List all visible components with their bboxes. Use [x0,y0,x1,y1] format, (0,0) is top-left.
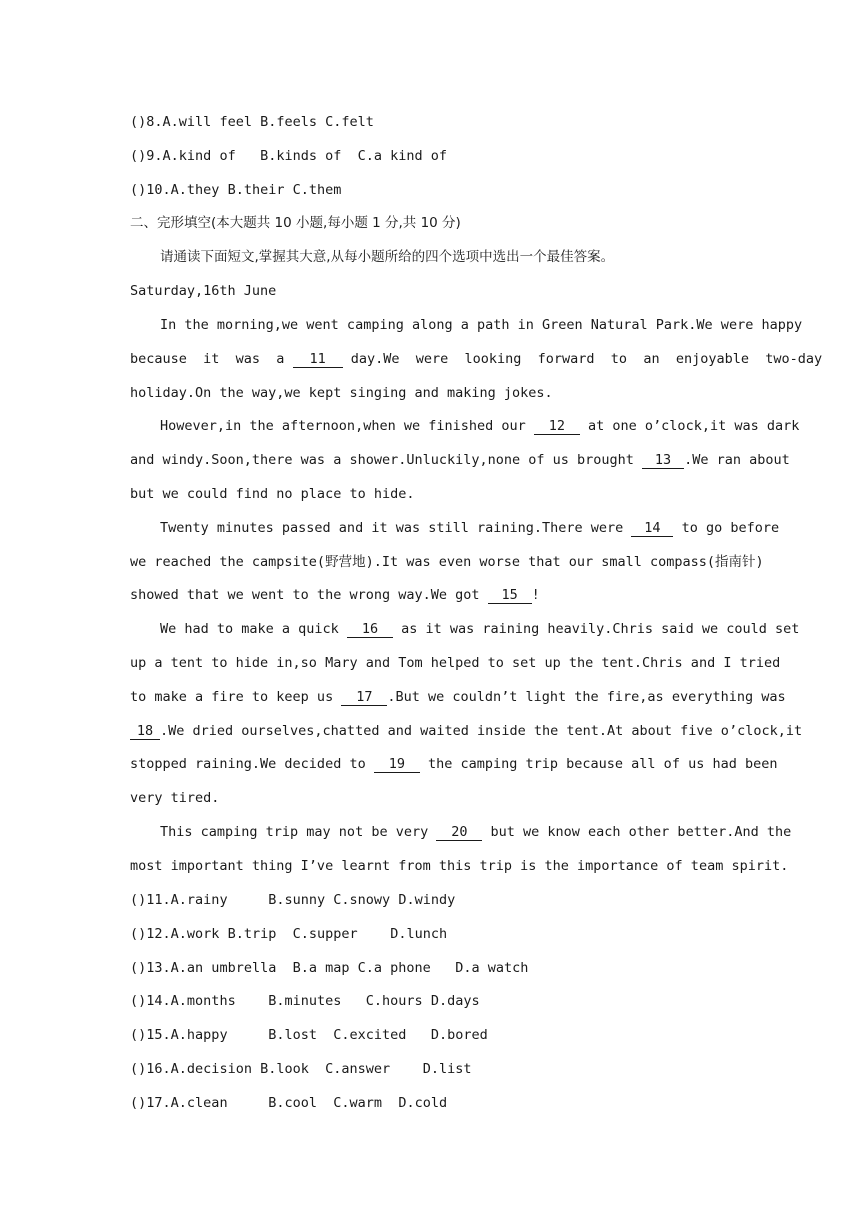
blank-14: 14 [631,520,673,537]
section-title: 二、完形填空(本大题共 10 小题,每小题 1 分,共 10 分) [130,215,461,231]
option-d: D.windy [398,892,456,908]
option-d: D.days [430,993,480,1009]
question-8: ()8.A.will feel B.feels C.felt [130,114,374,130]
question-number: 12 [146,926,163,942]
passage-line [160,416,800,436]
passage-line [130,721,803,741]
option-a: A.months [170,993,236,1009]
option-a: A.they [170,182,220,198]
blank-17: 17 [341,689,387,706]
question-17: ()17.A.clean B.cool C.warm D.cold [130,1095,448,1111]
option-c: C.a kind of [357,148,448,164]
option-d: D.list [422,1061,472,1077]
option-a: A.an umbrella [170,960,277,976]
passage-line [130,450,790,470]
option-b: B.kinds of [260,148,342,164]
blank-18: 18 [130,723,160,740]
question-number: 15 [146,1027,163,1043]
passage-line: we reached the campsite(野营地).It was even worse that our small compass(指南针) [130,554,764,570]
option-c: C.supper [292,926,358,942]
option-a: A.kind of [162,148,236,164]
option-c: C.answer [325,1061,391,1077]
option-d: D.cold [398,1095,448,1111]
passage-text: stopped raining.We decided to [130,756,366,772]
question-14: ()14.A.months B.minutes C.hours D.days [130,993,480,1009]
passage-line: In the morning,we went camping along a path in Green Natural Park.We were happy [160,317,803,333]
date-line: Saturday,16th June [130,283,277,299]
option-b: B.their [227,182,285,198]
passage-text: as it was raining heavily.Chris said we could set [401,621,800,637]
passage-text: ! [531,587,540,603]
passage-line [160,619,800,639]
question-11: ()11.A.rainy B.sunny C.snowy D.windy [130,892,456,908]
option-a: A.work [170,926,220,942]
blank-15: 15 [488,587,532,604]
question-number: 11 [146,892,163,908]
option-b: B.lost [268,1027,317,1043]
passage-text: day.We were looking forward to an enjoyable two-day [350,351,823,367]
option-b: B.look [260,1061,309,1077]
option-c: C.excited [333,1027,407,1043]
passage-text: However,in the afternoon,when we finished our [160,418,526,434]
passage-line: holiday.On the way,we kept singing and making jokes. [130,385,553,401]
option-c: C.them [292,182,342,198]
passage-text: .We ran about [684,452,790,468]
option-b: B.cool [268,1095,317,1111]
option-a: A.happy [170,1027,228,1043]
option-c: C.a phone [357,960,431,976]
passage-line [160,822,792,842]
question-number: 10 [146,182,163,198]
passage-line: very tired. [130,790,220,806]
option-d: D.bored [430,1027,488,1043]
question-number: 17 [146,1095,163,1111]
blank-19: 19 [374,756,420,773]
question-number: 9 [146,148,155,164]
blank-16: 16 [347,621,393,638]
passage-line [130,585,730,605]
option-d: D.lunch [390,926,448,942]
question-number: 8 [146,114,155,130]
option-b: B.a map [292,960,350,976]
question-13: ()13.A.an umbrella B.a map C.a phone D.a watch [130,960,529,976]
passage-line [130,754,778,774]
question-10: ()10.A.they B.their C.them [130,182,342,198]
passage-text: because it was a [130,351,285,367]
passage-text: We had to make a quick [160,621,339,637]
option-d: D.a watch [455,960,529,976]
option-a: A.clean [170,1095,228,1111]
passage-line [130,687,786,707]
passage-text: to make a fire to keep us [130,689,334,705]
question-number: 13 [146,960,163,976]
passage-line: up a tent to hide in,so Mary and Tom helped to set up the tent.Chris and I tried [130,655,781,671]
passage-text: and windy.Soon,there was a shower.Unluckily,none of us brought [130,452,634,468]
option-b: B.trip [227,926,277,942]
option-c: C.hours [365,993,423,1009]
passage-text: This camping trip may not be very [160,824,429,840]
option-a: A.decision [170,1061,252,1077]
passage-text: but we know each other better.And the [490,824,792,840]
instruction-text: 请通读下面短文,掌握其大意,从每小题所给的四个选项中选出一个最佳答案。 [160,249,615,265]
option-c: C.warm [333,1095,383,1111]
question-9: ()9.A.kind of B.kinds of C.a kind of [130,148,448,164]
blank-20: 20 [436,824,482,841]
option-c: C.felt [325,114,374,130]
passage-text: to go before [681,520,780,536]
passage-text: Twenty minutes passed and it was still raining.There were [160,520,624,536]
question-15: ()15.A.happy B.lost C.excited D.bored [130,1027,488,1043]
passage-text: showed that we went to the wrong way.We got [130,587,480,603]
blank-13: 13 [642,452,684,469]
passage-line [160,518,780,538]
question-number: 16 [146,1061,163,1077]
question-16: ()16.A.decision B.look C.answer D.list [130,1061,472,1077]
option-b: B.feels [260,114,317,130]
passage-line: but we could find no place to hide. [130,486,415,502]
passage-line [130,349,823,369]
passage-text: at one o’clock,it was dark [588,418,800,434]
passage-line: most important thing I’ve learnt from this trip is the importance of team spirit. [130,858,789,874]
option-b: B.minutes [268,993,342,1009]
question-number: 14 [146,993,163,1009]
passage-text: .But we couldn’t light the fire,as everything was [387,689,786,705]
blank-12: 12 [534,418,580,435]
option-a: A.rainy [170,892,228,908]
option-c: C.snowy [333,892,391,908]
blank-11: 11 [293,351,343,368]
question-12: ()12.A.work B.trip C.supper D.lunch [130,926,448,942]
passage-text: .We dried ourselves,chatted and waited inside the tent.At about five o’clock,it [160,723,803,739]
option-b: B.sunny [268,892,326,908]
option-a: A.will feel [162,114,252,130]
passage-text: the camping trip because all of us had been [427,756,778,772]
